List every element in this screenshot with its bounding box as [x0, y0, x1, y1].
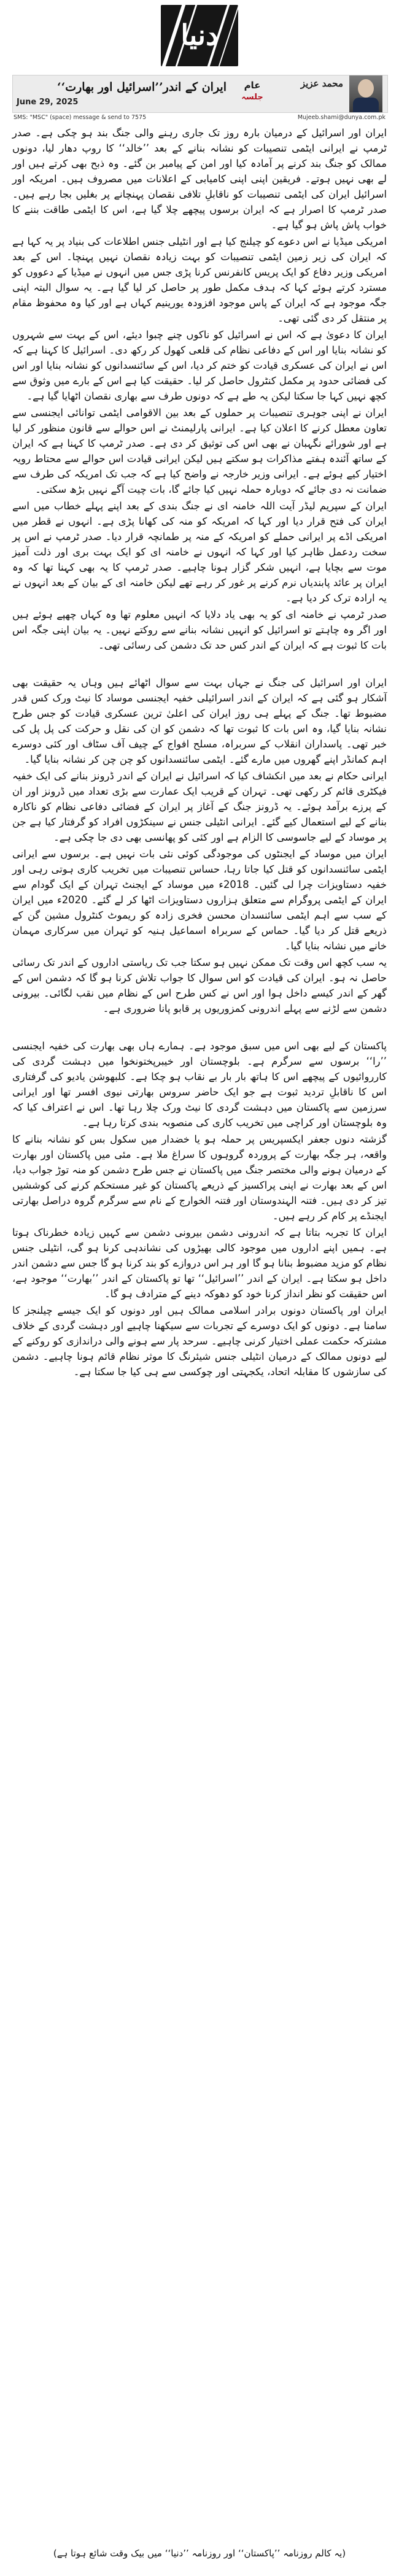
column-name [228, 79, 277, 104]
paragraph: گزشتہ دنوں جعفر ایکسپریس پر حملہ ہو یا خضدار میں سکول بس کو نشانہ بنانے کا واقعہ، ہر جگہ بھارت کے پروردہ گروہوں کا سراغ ملا ہے۔ مئی میں پاکستان اور بھارت کے درمیان ہونے والی مختصر جنگ میں پاکستان نے جس طرح دشمن کو منہ توڑ جواب دیا، اس کے بعد بھارت نے اپنی پراکسیز کے ذریعے پاکستان کو غیر مستحکم کرنے کی کوششیں تیز کر دی ہیں۔ فتنہ الہندوستان اور فتنہ الخوارج کے نام سے سرگرم گروہ دراصل بھارتی ایجنڈے پر کام کر رہے ہیں۔ [12, 1133, 387, 1222]
logo-text: دنیا [180, 18, 219, 52]
paragraph: ایران میں موساد کے ایجنٹوں کی موجودگی کوئی نئی بات نہیں ہے۔ برسوں سے ایرانی ایٹمی سائنسدانوں کو قتل کیا جاتا رہا، حساس تنصیبات میں تخریب کاری ہوتی رہی اور خفیہ دستاویزات چرا لی گئیں۔ 2018ء میں موساد کے ایجنٹ تہران کے ایک گودام سے ایران کے ایٹمی پروگرام سے متعلق ہزاروں دستاویزات اٹھا کر لے گئے۔ 2020ء میں ایران کے سب سے اہم ایٹمی سائنسدان محسن فخری زادہ کو ریموٹ کنٹرول مشین گن کے ذریعے قتل کر دیا گیا۔ حماس کے سربراہ اسماعیل ہنیہ کو تہران میں سرکاری مہمان خانے میں نشانہ بنایا گیا۔ [12, 848, 387, 952]
column-name-line2: جلسہ [241, 93, 263, 102]
paragraph: ایران اور اسرائیل کی جنگ نے جہاں بہت سے سوال اٹھائے ہیں وہاں یہ حقیقت بھی آشکار ہو گئی ہے کہ ایران کے اندر اسرائیلی خفیہ ایجنسی موساد کا نیٹ ورک کس قدر مضبوط تھا۔ جنگ کے پہلے ہی روز ایران کی اعلیٰ ترین عسکری قیادت کو جس طرح نشانہ بنایا گیا، وہ اس بات کا ثبوت تھا کہ دشمن کو ان کی نقل و حرکت کی پل پل کی خبر تھی۔ پاسداران انقلاب کے سربراہ، مسلح افواج کے چیف آف سٹاف اور کئی دوسرے اہم کمانڈر اپنے گھروں میں مارے گئے۔ ایٹمی سائنسدانوں کو چن چن کر نشانہ بنایا گیا۔ [12, 677, 387, 765]
publish-date: June 29, 2025 [17, 98, 79, 107]
paragraph: پاکستان کے لیے بھی اس میں سبق موجود ہے۔ ہمارے ہاں بھی بھارت کی خفیہ ایجنسی ’’را‘‘ برسوں سے سرگرم ہے۔ بلوچستان اور خیبرپختونخوا میں دہشت گردی کی کارروائیوں کے پیچھے اس کا ہاتھ بار بار بے نقاب ہو چکا ہے۔ کلبھوشن یادیو کی گرفتاری اس کا ناقابلِ تردید ثبوت ہے جو ایک حاضر سروس بھارتی نیوی افسر تھا اور ایرانی سرزمین سے پاکستان میں دہشت گردی کا نیٹ ورک چلا رہا تھا۔ اس نے اعتراف کیا کہ وہ بلوچستان اور کراچی میں تخریب کاری کی منصوبہ بندی کرتا رہا ہے۔ [12, 1040, 387, 1128]
paragraph: ایران کے سپریم لیڈر آیت اللہ خامنہ ای نے جنگ بندی کے بعد اپنے پہلے خطاب میں اسے ایران کی فتح قرار دیا اور کہا کہ امریکہ کو منہ کی کھانا پڑی ہے۔ انہوں نے قطر میں امریکی اڈے پر ایرانی حملے کو امریکہ کے منہ پر طمانچہ قرار دیا۔ صدر ٹرمپ نے اس پر سخت ردعمل ظاہر کیا اور کہا کہ انہوں نے خامنہ ای کو ایک بہت بری اور ذلت آمیز موت سے بچایا ہے، انہیں شکر گزار ہونا چاہیے۔ صدر ٹرمپ کا یہ بھی کہنا تھا کہ وہ ایران پر عائد پابندیاں نرم کرنے پر غور کر رہے تھے لیکن خامنہ ای کے بیان کے بعد انہوں نے یہ ارادہ ترک کر دیا ہے۔ [12, 500, 387, 604]
paragraph: ایران اور پاکستان دونوں برادر اسلامی ممالک ہیں اور دونوں کو ایک جیسے چیلنجز کا سامنا ہے۔ دونوں کو ایک دوسرے کے تجربات سے سیکھنا چاہیے اور دہشت گردی کے خلاف مشترکہ حکمت عملی اختیار کرنی چاہیے۔ سرحد پار سے ہونے والی دراندازی کو روکنے کے لیے دونوں ممالک کے درمیان انٹیلی جنس شیئرنگ کا موثر نظام قائم ہونا چاہیے۔ دشمن کی سازشوں کا مقابلہ اتحاد، یکجہتی اور چوکسی سے ہی کیا جا سکتا ہے۔ [12, 1305, 387, 1378]
paragraph: صدر ٹرمپ نے خامنہ ای کو یہ بھی یاد دلایا کہ انہیں معلوم تھا وہ کہاں چھپے ہوئے ہیں اور اگر وہ چاہتے تو اسرائیل کو انہیں نشانہ بنانے سے روکتے نہیں۔ یہ بیان اپنی جگہ اس بات کا ثبوت ہے کہ ایران کے اندر کس حد تک دشمن کی رسائی تھی۔ [12, 609, 387, 651]
masthead [0, 0, 399, 72]
author-name: محمد عزیز [300, 78, 343, 89]
article-title: ایران کے اندر’’اسرائیل اور بھارت‘‘ [57, 80, 227, 94]
section-gap [12, 1017, 387, 1038]
author-photo [349, 75, 382, 112]
newspaper-logo [161, 5, 238, 66]
author-email[interactable]: Mujeeb.shami@dunya.com.pk [297, 114, 385, 121]
article-body [12, 125, 387, 1381]
footer-note: (یہ کالم روزنامہ ’’پاکستان‘‘ اور روزنامہ ’’دنیا‘‘ میں بیک وقت شائع ہوتا ہے) [53, 2548, 346, 2559]
paragraph: ایران اور اسرائیل کے درمیان بارہ روز تک جاری رہنے والی جنگ بند ہو چکی ہے۔ صدر ٹرمپ نے ایرانی ایٹمی تنصیبات کو نشانہ بنانے کے بعد ’’خالد‘‘ کا روپ دھار لیا، دونوں ممالک کو جنگ بند کرنے پر آمادہ کیا اور امن کے پیامبر بن گئے۔ وہ ذبح بھی کرتے ہیں اور لے بھی نہیں ہوتے۔ فریقین اپنی اپنی کامیابی کے اعلانات میں مصروف ہیں۔ امریکہ اور اسرائیل ایران کی ایٹمی تنصیبات کو ناقابلِ تلافی نقصان پہنچانے پر بغلیں بجا رہے ہیں۔ صدر ٹرمپ کا اصرار ہے کہ ایران برسوں پیچھے چلا گیا ہے، اس کا ایٹمی طاقت بننے کا خواب پاش پاش ہو گیا ہے۔ [12, 127, 387, 231]
section-gap [12, 654, 387, 675]
contact-row [12, 113, 387, 123]
paragraph: ایرانی حکام نے بعد میں انکشاف کیا کہ اسرائیل نے ایران کے اندر ڈرونز بنانے کی ایک خفیہ فیکٹری قائم کر رکھی تھی۔ تہران کے قریب ایک عمارت سے بڑی تعداد میں ڈرونز اور ان کے پرزے برآمد ہوئے۔ یہ ڈرونز جنگ کے آغاز پر ایران کے فضائی دفاعی نظام کو ناکارہ بنانے کے لیے استعمال کیے گئے۔ ایرانی انٹیلی جنس نے سینکڑوں افراد کو گرفتار کیا ہے جن پر موساد کے لیے جاسوسی کا الزام ہے اور کئی کو پھانسی بھی دی جا چکی ہے۔ [12, 770, 387, 843]
paragraph: یہ سب کچھ اس وقت تک ممکن نہیں ہو سکتا جب تک ریاستی اداروں کے اندر تک رسائی حاصل نہ ہو۔ ایران کی قیادت کو اس سوال کا جواب تلاش کرنا ہو گا کہ دشمن اس کے گھر کے اندر کیسے داخل ہوا اور اس نے کس طرح اس کے نظام میں نقب لگائی۔ بیرونی دشمن سے لڑنے سے پہلے اندرونی کمزوریوں پر قابو پانا ضروری ہے۔ [12, 957, 387, 1014]
sms-info: SMS: "MSC" (space) message & send to 7575 [14, 114, 147, 121]
column-header [12, 75, 388, 113]
column-name-line1: عام [244, 80, 261, 91]
paragraph: ایران کا دعویٰ ہے کہ اس نے اسرائیل کو ناکوں چنے چبوا دیئے، اس کے بہت سے شہروں کو نشانہ بنایا اور اس کے دفاعی نظام کی قلعی کھول کر رکھ دی۔ اسرائیل کا کہنا ہے کہ اس نے ایران کی عسکری قیادت کو ختم کر دیا، اس کے سائنسدانوں کو نشانہ بنایا اور اس کی فضائی حدود پر مکمل کنٹرول حاصل کر لیا۔ حقیقت کیا ہے اس کے بارے میں وثوق سے کچھ نہیں کہا جا سکتا لیکن یہ طے ہے کہ دونوں طرف سے بھاری نقصان اٹھایا گیا ہے۔ [12, 329, 387, 402]
paragraph: امریکی میڈیا نے اس دعوے کو چیلنج کیا ہے اور انٹیلی جنس اطلاعات کی بنیاد پر یہ کہا ہے کہ ایران کی زیر زمین ایٹمی تنصیبات کو بہت زیادہ نقصان نہیں پہنچا۔ اس کے بعد امریکی وزیر دفاع کو ایک پریس کانفرنس کرنا پڑی جس میں انہوں نے میڈیا کے دعووں کو مسترد کرتے ہوئے کہا کہ ہدف مکمل طور پر حاصل کر لیا گیا ہے۔ یہ سوال البتہ اپنی جگہ موجود ہے کہ ایران کے پاس موجود افزودہ یورینیم کہاں ہے اور کیا وہ محفوظ مقام پر منتقل کر دی گئی تھی۔ [12, 236, 387, 324]
paragraph: ایران نے اپنی جوہری تنصیبات پر حملوں کے بعد بین الاقوامی ایٹمی توانائی ایجنسی سے تعاون معطل کرنے کا اعلان کیا ہے۔ ایرانی پارلیمنٹ نے اس حوالے سے قانون منظور کر لیا ہے اور شورائے نگہبان نے بھی اس کی توثیق کر دی ہے۔ صدر ٹرمپ کا کہنا ہے کہ ایران کے ساتھ آئندہ ہفتے مذاکرات ہو سکتے ہیں لیکن ایرانی قیادت اس حوالے سے محتاط رویہ اختیار کیے ہوئے ہے۔ ایرانی وزیر خارجہ نے واضح کیا ہے کہ جب تک امریکہ کی طرف سے ضمانت نہ دی جائے کہ دوبارہ حملہ نہیں کیا جائے گا، بات چیت آگے نہیں بڑھ سکتی۔ [12, 407, 387, 495]
paragraph: ایران کا تجربہ بتاتا ہے کہ اندرونی دشمن بیرونی دشمن سے کہیں زیادہ خطرناک ہوتا ہے۔ ہمیں اپنے اداروں میں موجود کالی بھیڑوں کی نشاندہی کرنا ہو گی، انٹیلی جنس نظام کو مزید مضبوط بنانا ہو گا اور ہر اس دروازے کو بند کرنا ہو گا جس سے دشمن اندر داخل ہو سکتا ہے۔ ایران کے اندر ’’اسرائیل‘‘ تھا تو پاکستان کے اندر ’’بھارت‘‘ موجود ہے، اس حقیقت کو نظر انداز کرنا خود کو دھوکہ دینے کے مترادف ہو گا۔ [12, 1227, 387, 1300]
